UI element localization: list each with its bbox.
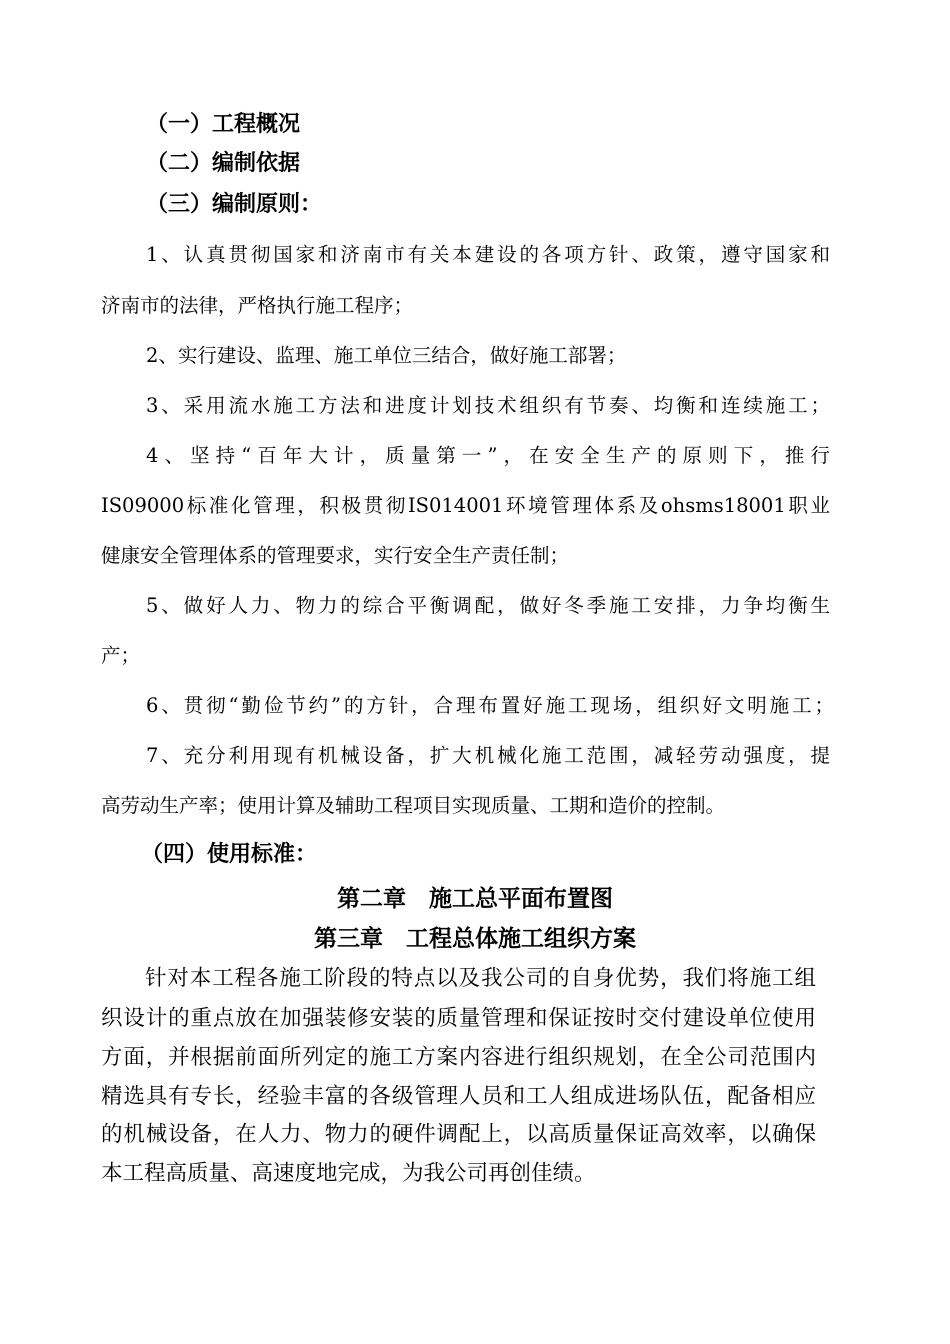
principle-4-line-1: 4、坚持“百年大计，质量第一”，在安全生产的原则下，推行 (146, 444, 830, 467)
principle-1-line-1: 1、认真贯彻国家和济南市有关本建设的各项方针、政策，遵守国家和 (146, 243, 830, 266)
chapter-3-para-line-5: 的机械设备，在人力、物力的硬件调配上，以高质量保证高效率，以确保 (101, 1122, 816, 1147)
section-heading-standards: （四）使用标准： (141, 842, 318, 867)
principle-5-line-2: 产； (101, 644, 141, 667)
chapter-3-para-line-2: 织设计的重点放在加强装修安装的质量管理和保证按时交付建设单位使用 (101, 1006, 816, 1031)
section-heading-overview: （一）工程概况 (146, 112, 301, 137)
section-heading-basis: （二）编制依据 (146, 151, 301, 176)
chapter-3-para-line-4: 精选具有专长，经验丰富的各级管理人员和工人组成进场队伍，配备相应 (101, 1084, 816, 1109)
principle-1-line-2: 济南市的法律，严格执行施工程序； (101, 294, 414, 317)
principle-7-line-1: 7、充分利用现有机械设备，扩大机械化施工范围，减轻劳动强度，提 (146, 744, 830, 767)
chapter-3-para-line-6: 本工程高质量、高速度地完成，为我公司再创佳绩。 (101, 1161, 596, 1186)
chapter-3-para-line-3: 方面，并根据前面所列定的施工方案内容进行组织规划，在全公司范围内 (101, 1045, 816, 1070)
chapter-2-title: 第二章 施工总平面布置图 (337, 886, 613, 912)
chapter-3-para-line-1: 针对本工程各施工阶段的特点以及我公司的自身优势，我们将施工组 (145, 966, 816, 991)
principle-2: 2、实行建设、监理、施工单位三结合，做好施工部署； (146, 344, 627, 367)
principle-6: 6、贯彻“勤俭节约”的方针，合理布置好施工现场，组织好文明施工； (146, 694, 834, 717)
principle-5-line-1: 5、做好人力、物力的综合平衡调配，做好冬季施工安排，力争均衡生 (146, 594, 830, 617)
principle-7-line-2: 高劳动生产率；使用计算及辅助工程项目实现质量、工期和造价的控制。 (101, 794, 726, 817)
section-heading-principles: （三）编制原则： (146, 192, 323, 217)
principle-4-line-3: 健康安全管理体系的管理要求，实行安全生产责任制； (101, 544, 570, 567)
principle-4-line-2: IS09000标准化管理，积极贯彻IS014001环境管理体系及ohsms18001职业 (101, 494, 830, 517)
principle-3: 3、采用流水施工方法和进度计划技术组织有节奏、均衡和连续施工； (146, 394, 830, 417)
chapter-3-title: 第三章 工程总体施工组织方案 (314, 926, 636, 952)
